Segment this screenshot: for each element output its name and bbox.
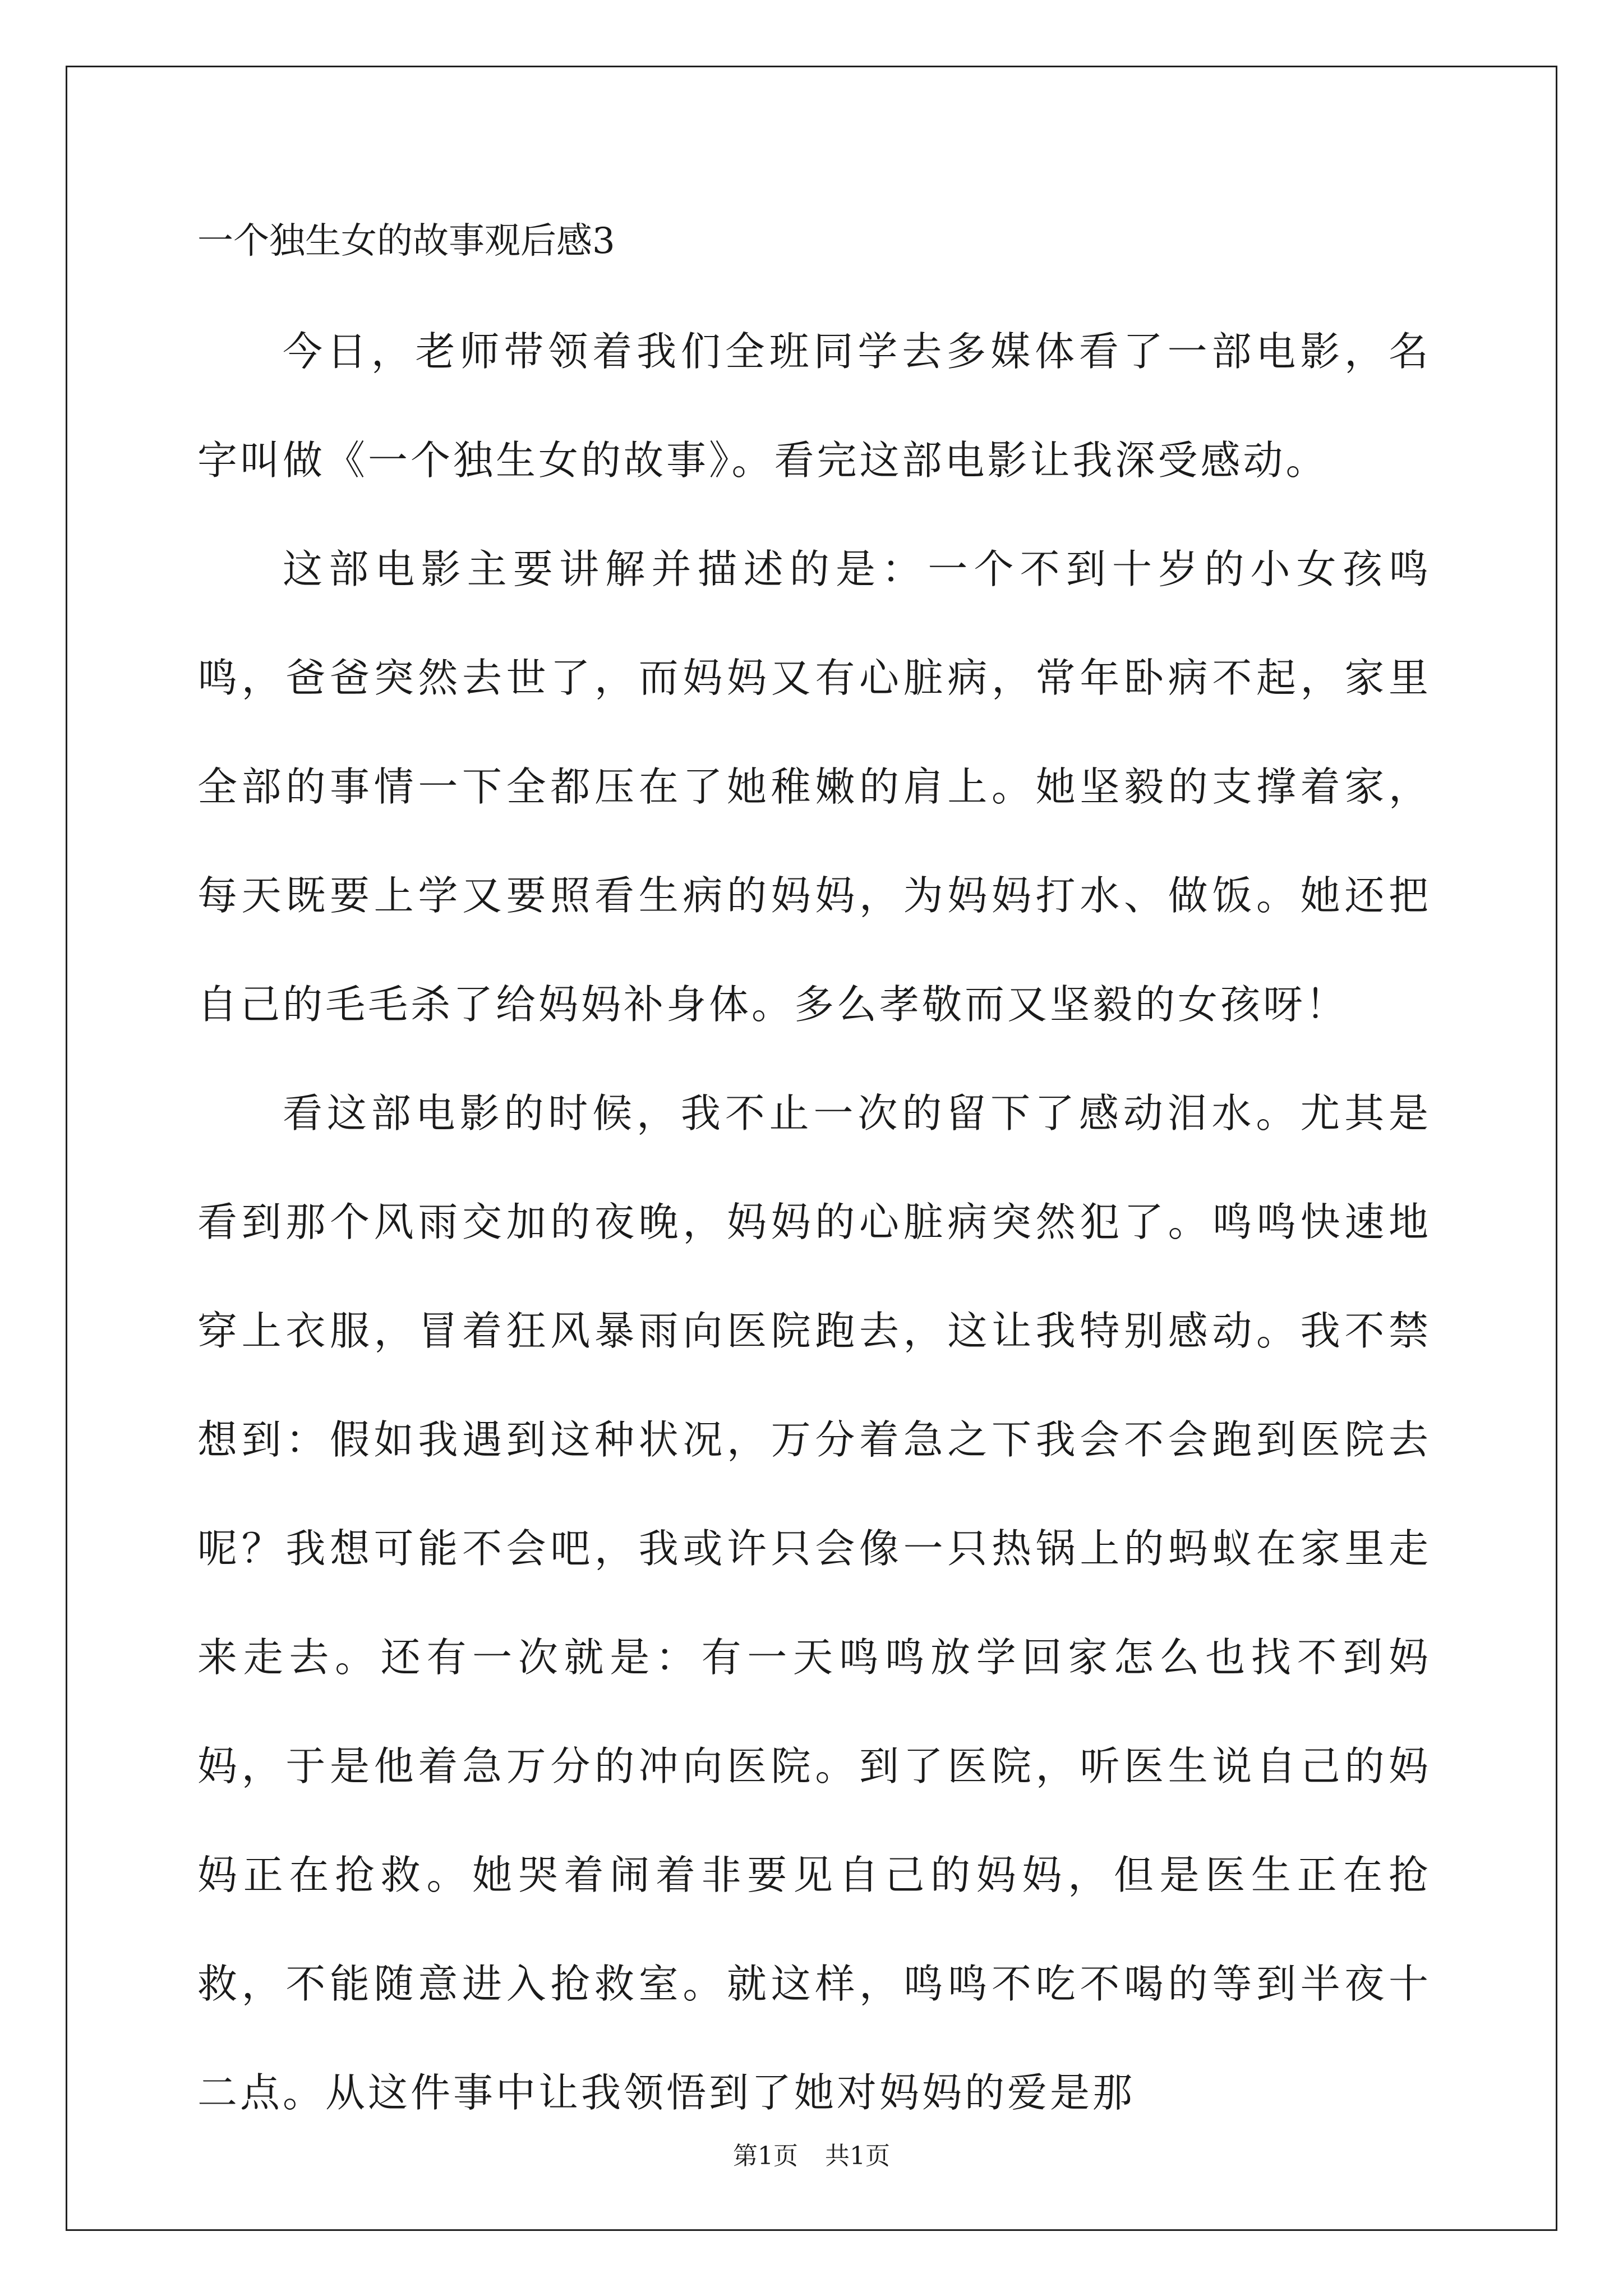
page-number: 第1页 <box>733 2142 798 2170</box>
paragraph: 这部电影主要讲解并描述的是：一个不到十岁的小女孩鸣鸣，爸爸突然去世了，而妈妈又有心脏病，常年卧病不起，家里全部的事情一下全都压在了她稚嫩的肩上。她坚毅的支撑着家，每天既要上学又要照看生病的妈妈，为妈妈打水、做饭。她还把自己的毛毛杀了给妈妈补身体。多么孝敬而又坚毅的女孩呀！ <box>197 546 1431 1028</box>
page-footer <box>0 2144 1623 2169</box>
paragraph: 今日，老师带领着我们全班同学去多媒体看了一部电影，名字叫做《一个独生女的故事》。看完这部电影让我深受感动。 <box>197 328 1431 484</box>
paragraph: 看这部电影的时候，我不止一次的留下了感动泪水。尤其是看到那个风雨交加的夜晚，妈妈的心脏病突然犯了。鸣鸣快速地穿上衣服，冒着狂风暴雨向医院跑去，这让我特别感动。我不禁想到：假如我遇到这种状况，万分着急之下我会不会跑到医院去呢？我想可能不会吧，我或许只会像一只热锅上的蚂蚁在家里走来走去。还有一次就是：有一天鸣鸣放学回家怎么也找不到妈妈，于是他着急万分的冲向医院。到了医院，听医生说自己的妈妈正在抢救。她哭着闹着非要见自己的妈妈，但是医生正在抢救，不能随意进入抢救室。就这样，鸣鸣不吃不喝的等到半夜十二点。从这件事中让我领悟到了她对妈妈的爱是那 <box>197 1090 1431 2116</box>
page-total: 共1页 <box>825 2142 890 2170</box>
document-title: 一个独生女的故事观后感3 <box>197 220 615 262</box>
document-body <box>197 297 1431 2147</box>
